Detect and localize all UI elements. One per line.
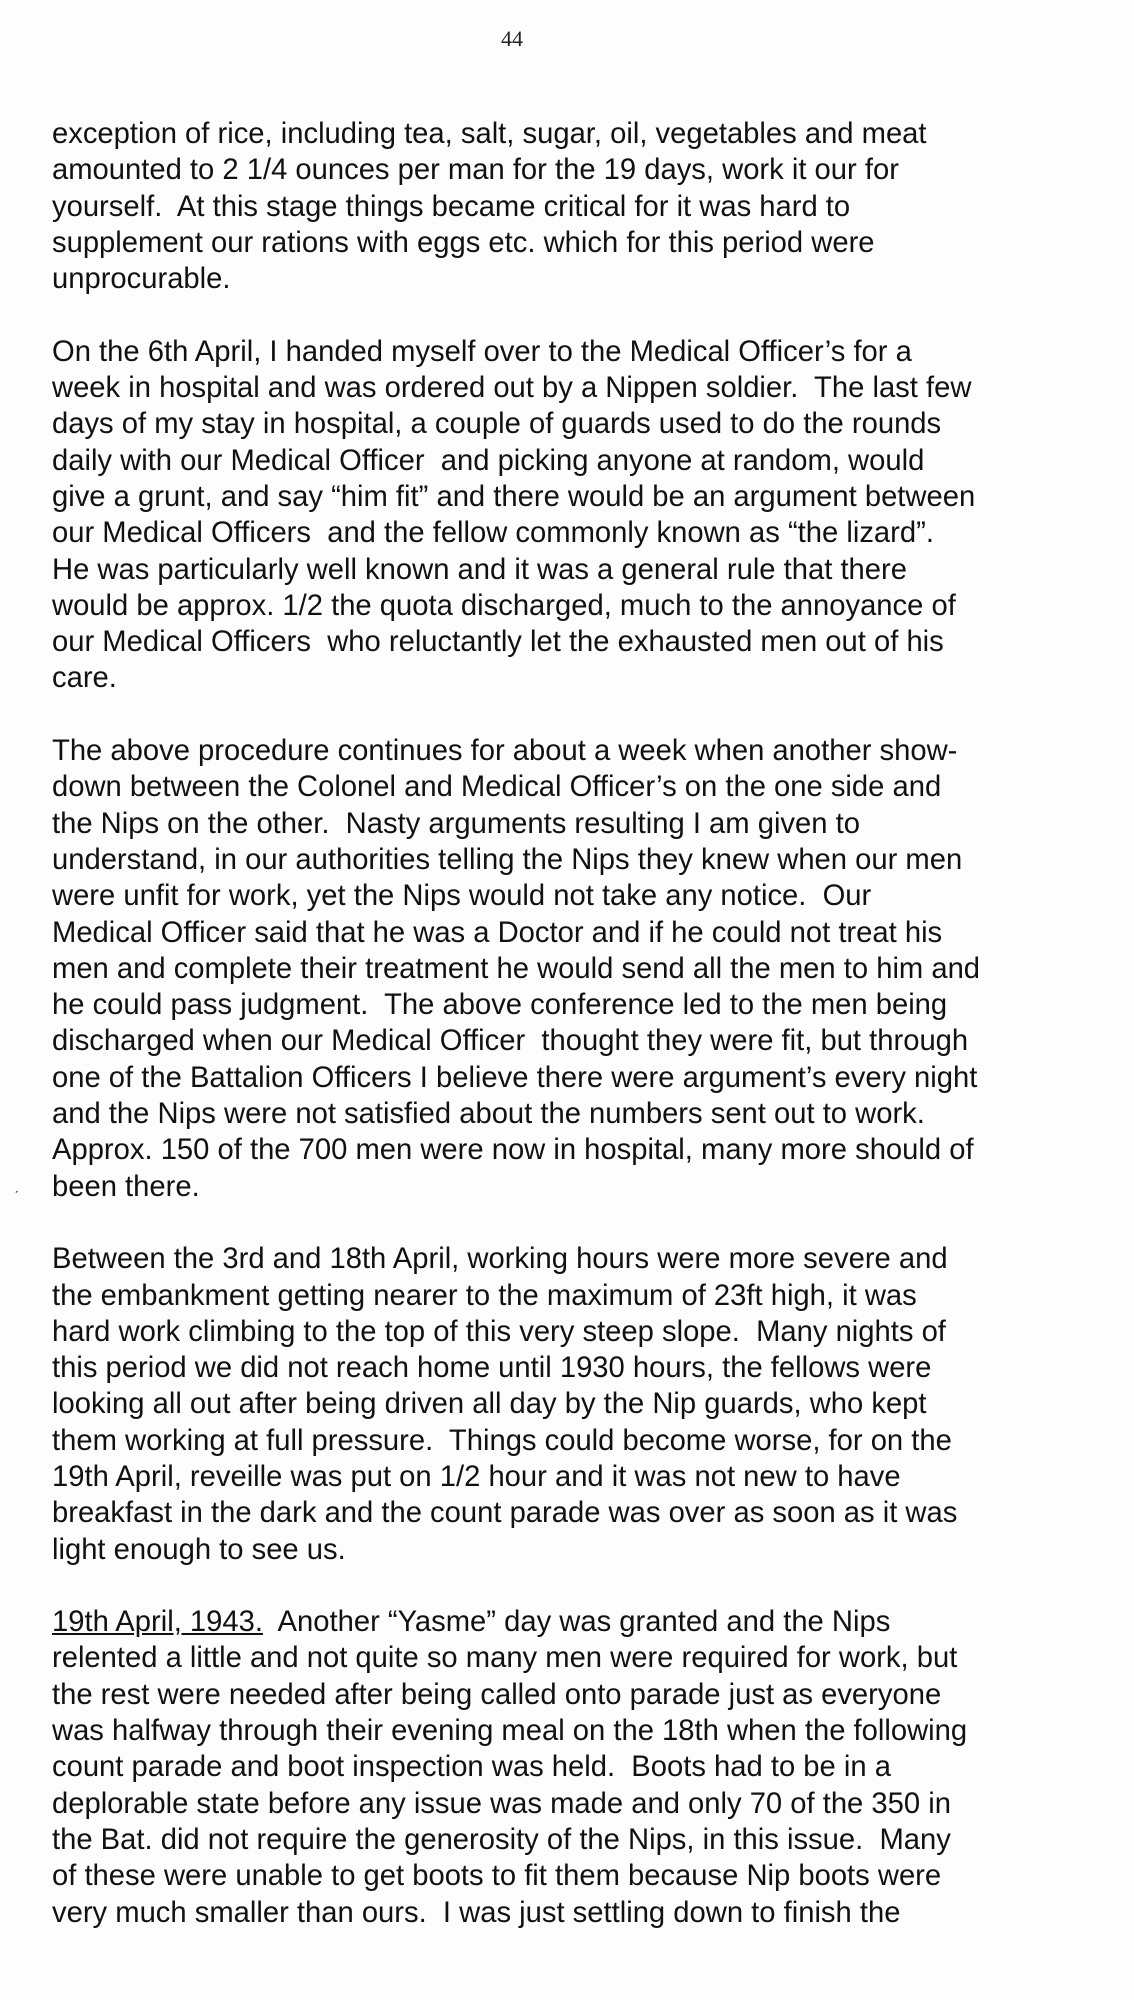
paragraph-line: deplorable state before any issue was made and only 70 of the 350 in bbox=[52, 1787, 951, 1820]
paragraph-line: 19th April, reveille was put on 1/2 hour and it was not new to have bbox=[52, 1460, 901, 1493]
paragraph-line: of these were unable to get boots to fit them because Nip boots were bbox=[52, 1860, 942, 1893]
paragraph-line: men and complete their treatment he would send all the men to him and bbox=[52, 952, 981, 985]
paragraph-line bbox=[52, 1604, 1062, 1640]
paragraph-line: very much smaller than ours. I was just settling down to finish the bbox=[52, 1896, 901, 1929]
paragraph-line: been there. bbox=[52, 1170, 200, 1203]
paragraph-line: Approx. 150 of the 700 men were now in hospital, many more should of bbox=[52, 1134, 974, 1167]
paragraph-line: looking all out after being driven all day by the Nip guards, who kept bbox=[52, 1388, 927, 1421]
paragraph-line: He was particularly well known and it was a general rule that there bbox=[52, 553, 907, 586]
paragraph bbox=[52, 1241, 1062, 1568]
paragraph-line: On the 6th April, I handed myself over to the Medical Officer’s for a bbox=[52, 335, 912, 368]
paragraph-line: care. bbox=[52, 662, 117, 695]
paragraph-line: he could pass judgment. The above conference led to the men being bbox=[52, 989, 948, 1022]
paragraph-line: one of the Battalion Officers I believe there were argument’s every night bbox=[52, 1061, 978, 1094]
paragraph bbox=[52, 334, 1062, 697]
paragraph-line: daily with our Medical Officer and picking anyone at random, would bbox=[52, 444, 925, 477]
paragraph bbox=[52, 116, 1062, 297]
margin-mark: ˏ bbox=[14, 1177, 19, 1193]
paragraph-line: Medical Officer said that he was a Doctor and if he could not treat his bbox=[52, 916, 943, 949]
paragraph-line: down between the Colonel and Medical Officer’s on the one side and bbox=[52, 771, 942, 804]
paragraph-line: hard work climbing to the top of this very steep slope. Many nights of bbox=[52, 1315, 946, 1348]
paragraph-line: supplement our rations with eggs etc. which for this period were bbox=[52, 226, 875, 259]
paragraph-line: exception of rice, including tea, salt, sugar, oil, vegetables and meat bbox=[52, 118, 927, 150]
paragraph-line: was halfway through their evening meal on the 18th when the following bbox=[52, 1715, 968, 1748]
paragraph-line: count parade and boot inspection was held. Boots had to be in a bbox=[52, 1751, 891, 1784]
paragraph-line: our Medical Officers who reluctantly let the exhausted men out of his bbox=[52, 626, 944, 659]
paragraph bbox=[52, 733, 1062, 1205]
paragraph-line: yourself. At this stage things became critical for it was hard to bbox=[52, 190, 851, 223]
paragraph-line: breakfast in the dark and the count parade was over as soon as it was bbox=[52, 1497, 958, 1530]
paragraph-line: Between the 3rd and 18th April, working hours were more severe and bbox=[52, 1243, 948, 1276]
paragraph-line: days of my stay in hospital, a couple of guards used to do the rounds bbox=[52, 408, 942, 441]
paragraph-line: were unfit for work, yet the Nips would not take any notice. Our bbox=[52, 880, 872, 913]
paragraph-line: The above procedure continues for about a week when another show- bbox=[52, 735, 958, 768]
paragraph-line: the embankment getting nearer to the maximum of 23ft high, it was bbox=[52, 1279, 917, 1312]
paragraph-line: week in hospital and was ordered out by a Nippen soldier. The last few bbox=[52, 372, 972, 405]
paragraph-line: relented a little and not quite so many men were required for work, but bbox=[52, 1642, 958, 1675]
final-lines bbox=[52, 1640, 1062, 1930]
paragraph-line: the Bat. did not require the generosity of the Nips, in this issue. Many bbox=[52, 1823, 951, 1856]
paragraph-line: would be approx. 1/2 the quota discharged, much to the annoyance of bbox=[52, 589, 956, 622]
first-line-rest: Another “Yasme” day was granted and the Nips bbox=[262, 1606, 891, 1639]
paragraph-line: give a grunt, and say “him fit” and there would be an argument between bbox=[52, 480, 976, 513]
paragraph-line: understand, in our authorities telling the Nips they knew when our men bbox=[52, 843, 963, 876]
paragraph-line: and the Nips were not satisfied about the numbers sent out to work. bbox=[52, 1098, 925, 1131]
paragraph-line: discharged when our Medical Officer thought they were fit, but through bbox=[52, 1025, 969, 1058]
date-heading: 19th April, 1943. bbox=[52, 1606, 263, 1639]
paragraph-line: amounted to 2 1/4 ounces per man for the 19 days, work it our for bbox=[52, 154, 899, 187]
body-text bbox=[52, 116, 1062, 1967]
paragraph-line: our Medical Officers and the fellow commonly known as “the lizard”. bbox=[52, 517, 934, 550]
paragraph-line: unprocurable. bbox=[52, 263, 231, 296]
paragraph-final bbox=[52, 1604, 1062, 1931]
page-number: 44 bbox=[501, 26, 523, 51]
paragraph-line: this period we did not reach home until 1930 hours, the fellows were bbox=[52, 1352, 932, 1385]
paragraph-container bbox=[52, 116, 1062, 1568]
paragraph-line: light enough to see us. bbox=[52, 1533, 346, 1566]
paragraph-line: the rest were needed after being called onto parade just as everyone bbox=[52, 1678, 942, 1711]
paragraph-line: them working at full pressure. Things could become worse, for on the bbox=[52, 1424, 952, 1457]
paragraph-line: the Nips on the other. Nasty arguments resulting I am given to bbox=[52, 807, 860, 840]
